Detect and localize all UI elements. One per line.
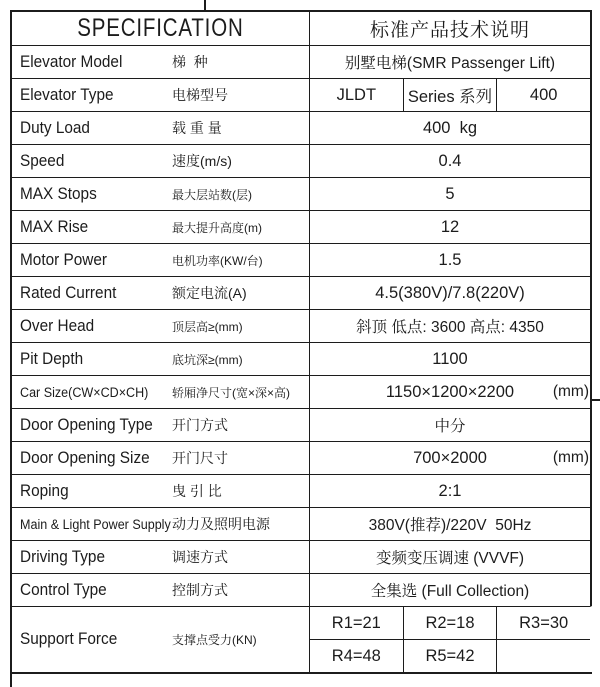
value-cell xyxy=(310,409,590,441)
support-force-grid xyxy=(310,607,590,672)
row-label-en: Rated Current xyxy=(20,283,117,302)
table-title-en: SPECIFICATION xyxy=(77,14,244,42)
value-cell xyxy=(310,574,590,606)
label-cell xyxy=(12,79,310,111)
row-value: 1150×1200×2200 xyxy=(385,382,515,401)
label-cell xyxy=(12,46,310,78)
label-cell xyxy=(12,574,310,606)
row-value: 中分 xyxy=(434,418,466,435)
row-label-en: Support Force xyxy=(20,630,118,648)
row-value: 4.5(380V)/7.8(220V) xyxy=(375,283,525,302)
row-label-en: Control Type xyxy=(20,580,107,599)
table-title-zh: 标准产品技术说明 xyxy=(369,20,530,41)
value-cell xyxy=(310,112,590,144)
row-driving-type xyxy=(12,540,592,573)
label-cell xyxy=(12,376,310,408)
row-label-en: Elevator Model xyxy=(20,52,123,71)
row-value: 变频变压调速 (VVVF) xyxy=(375,550,525,567)
row-label-zh: 电梯型号 xyxy=(172,87,228,103)
row-value: 12 xyxy=(440,217,460,236)
value-cell xyxy=(310,178,590,210)
spec-rows xyxy=(12,45,592,672)
row-value: 1.5 xyxy=(438,250,462,269)
row-value: 别墅电梯(SMR Passenger Lift) xyxy=(344,55,556,72)
value-cell xyxy=(310,376,590,408)
row-value-unit: (mm) xyxy=(552,449,589,466)
row-value: 700×2000 xyxy=(413,448,487,467)
row-label-en: Over Head xyxy=(20,316,95,335)
row-duty-load xyxy=(12,111,592,144)
row-pit-depth xyxy=(12,342,592,375)
row-value: 2:1 xyxy=(438,481,462,500)
value-cell xyxy=(310,46,590,78)
label-cell xyxy=(12,475,310,507)
row-over-head xyxy=(12,309,592,342)
row-door-opening-type xyxy=(12,408,592,441)
row-label-zh: 调速方式 xyxy=(172,549,228,565)
row-value-unit: (mm) xyxy=(552,383,589,400)
row-roping xyxy=(12,474,592,507)
support-force-cell xyxy=(496,640,590,672)
value-cell xyxy=(310,310,590,342)
label-cell xyxy=(12,310,310,342)
table-border-extension xyxy=(10,672,12,687)
label-cell xyxy=(12,244,310,276)
value-cell xyxy=(310,508,590,540)
label-cell xyxy=(12,541,310,573)
row-label-en: Driving Type xyxy=(20,547,106,566)
row-label-zh: 顶层高≥(mm) xyxy=(172,319,243,334)
row-label-zh: 最大提升高度(m) xyxy=(172,220,262,235)
support-force-subrow xyxy=(310,640,590,672)
row-label-zh: 动力及照明电源 xyxy=(172,516,270,532)
value-cell xyxy=(310,145,590,177)
row-label-en: MAX Rise xyxy=(20,217,89,236)
table-header-row xyxy=(12,12,592,45)
label-cell xyxy=(12,178,310,210)
row-label-zh: 载 重 量 xyxy=(172,120,222,136)
row-max-stops xyxy=(12,177,592,210)
label-cell xyxy=(12,409,310,441)
row-label-en: Roping xyxy=(20,481,69,500)
drawing-leader-line-right xyxy=(591,399,600,401)
row-label-zh: 梯 种 xyxy=(172,54,208,70)
row-label-en: Speed xyxy=(20,151,65,170)
value-cell xyxy=(310,343,590,375)
label-cell xyxy=(12,277,310,309)
row-value: 0.4 xyxy=(438,151,462,170)
label-cell xyxy=(12,508,310,540)
row-label-en: Main & Light Power Supply xyxy=(20,516,171,532)
row-label-zh: 轿厢净尺寸(宽×深×高) xyxy=(172,385,291,400)
label-cell xyxy=(12,112,310,144)
row-label-zh: 额定电流(A) xyxy=(172,285,247,301)
row-max-rise xyxy=(12,210,592,243)
label-cell xyxy=(12,211,310,243)
label-cell xyxy=(12,343,310,375)
support-force-cell: R4=48 xyxy=(331,646,381,665)
row-label-en: MAX Stops xyxy=(20,184,97,203)
row-label-en: Motor Power xyxy=(20,250,107,269)
row-label-zh: 底坑深≥(mm) xyxy=(172,352,243,367)
row-label-zh: 最大层站数(层) xyxy=(172,187,252,202)
label-cell xyxy=(12,607,310,672)
row-value: 5 xyxy=(445,184,455,203)
row-label-zh: 支撑点受力(KN) xyxy=(172,633,257,647)
value-cell: JLDT xyxy=(336,85,377,104)
value-cell xyxy=(310,442,590,474)
specification-table xyxy=(10,10,592,674)
row-door-opening-size xyxy=(12,441,592,474)
row-label-zh: 曳 引 比 xyxy=(172,483,222,499)
row-label-zh: 开门尺寸 xyxy=(172,450,228,466)
value-cell xyxy=(310,277,590,309)
value-cell xyxy=(310,475,590,507)
value-cells xyxy=(310,79,590,111)
value-cell xyxy=(310,244,590,276)
row-label-zh: 控制方式 xyxy=(172,582,228,598)
row-value: 400 kg xyxy=(422,118,478,137)
row-label-zh: 开门方式 xyxy=(172,417,228,433)
support-force-subrow xyxy=(310,607,590,640)
row-value: 380V(推荐)/220V 50Hz xyxy=(368,517,532,534)
support-force-cell: R5=42 xyxy=(403,640,497,672)
support-force-cell: R1=21 xyxy=(331,613,381,632)
label-cell xyxy=(12,145,310,177)
row-label-en: Door Opening Size xyxy=(20,448,150,467)
row-support-force xyxy=(12,606,592,672)
value-cell: Series 系列 xyxy=(403,79,497,111)
row-label-zh: 电机功率(KW/台) xyxy=(172,253,263,268)
row-motor-power xyxy=(12,243,592,276)
header-cell-specification xyxy=(12,12,310,45)
row-control-type xyxy=(12,573,592,606)
value-cell xyxy=(310,211,590,243)
row-label-en: Door Opening Type xyxy=(20,415,153,434)
label-cell xyxy=(12,442,310,474)
row-elevator-model xyxy=(12,45,592,78)
row-value: 斜顶 低点: 3600 高点: 4350 xyxy=(356,319,544,336)
row-main-light-power-supply xyxy=(12,507,592,540)
row-car-size-cw-cd-ch xyxy=(12,375,592,408)
support-force-cell: R2=18 xyxy=(403,607,497,639)
row-value: 1100 xyxy=(432,349,468,368)
row-value: 全集选 (Full Collection) xyxy=(370,583,530,600)
value-cell xyxy=(310,541,590,573)
row-label-zh: 速度(m/s) xyxy=(172,153,232,169)
value-cell: 400 xyxy=(496,79,590,111)
header-cell-chinese-title xyxy=(310,12,590,45)
row-elevator-type xyxy=(12,78,592,111)
support-force-cell: R3=30 xyxy=(496,607,590,639)
row-label-en: Duty Load xyxy=(20,118,90,137)
row-rated-current xyxy=(12,276,592,309)
row-label-en: Car Size(CW×CD×CH) xyxy=(20,384,149,400)
row-speed xyxy=(12,144,592,177)
row-label-en: Elevator Type xyxy=(20,85,114,104)
row-label-en: Pit Depth xyxy=(20,349,84,368)
